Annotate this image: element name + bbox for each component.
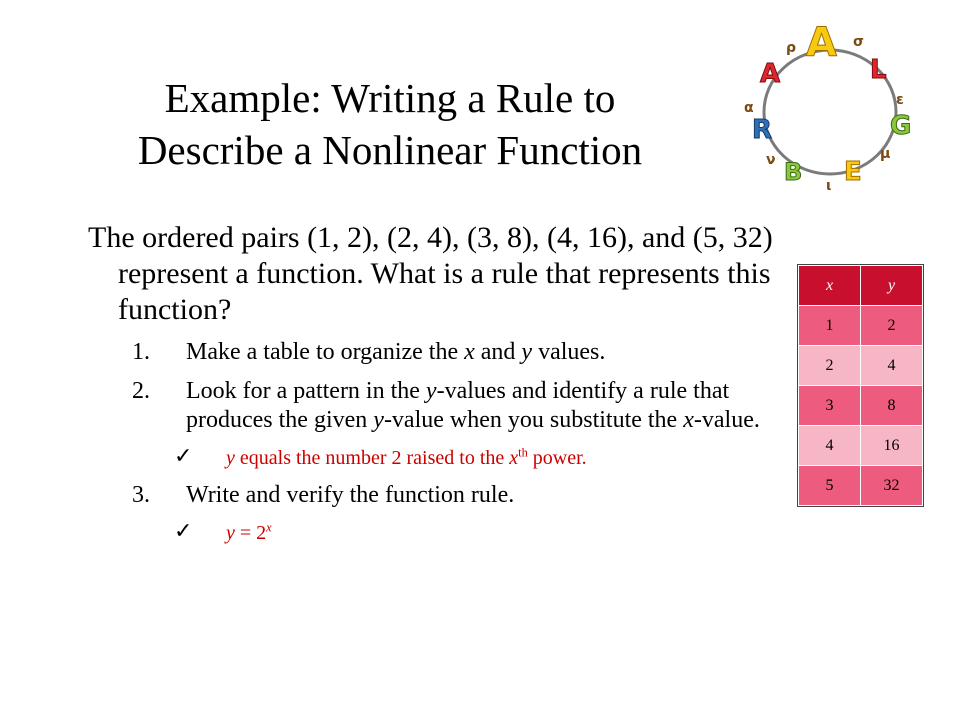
logo-greek-rho: ρ (786, 40, 797, 56)
logo-letter-l: L (870, 55, 887, 85)
step-text: and (474, 339, 522, 365)
cell-y: 8 (861, 386, 923, 426)
equation-text: = 2 (234, 522, 267, 544)
table-row (799, 346, 923, 386)
superscript: th (518, 445, 528, 460)
logo-greek-sigma: σ (853, 34, 864, 50)
cell-x: 4 (799, 426, 861, 466)
problem-statement: The ordered pairs (1, 2), (2, 4), (3, 8), (4, 16), and (5, 32) represent a function. What is a rule that represents this function? (88, 221, 773, 326)
logo-letter-a-top: A (806, 20, 837, 66)
table-row (799, 466, 923, 506)
step-1 (88, 338, 788, 367)
variable-y: y (226, 447, 235, 469)
cell-y: 32 (861, 466, 923, 506)
steps-list (88, 338, 788, 546)
variable-y: y (226, 522, 235, 544)
checkmark-icon: ✓ (174, 519, 193, 544)
step-2 (88, 377, 788, 435)
step-text: values. (532, 339, 606, 365)
table-row (799, 306, 923, 346)
step-text: -values and identify a rule that produces the given (186, 378, 730, 433)
cell-x: 5 (799, 466, 861, 506)
logo-letter-b: B (784, 158, 803, 186)
check-note-2 (88, 520, 788, 546)
cell-y: 16 (861, 426, 923, 466)
title-line-1: Example: Writing a Rule to (164, 75, 616, 121)
variable-x: x (509, 447, 519, 469)
cell-y: 2 (861, 306, 923, 346)
logo-letter-e: E (844, 157, 862, 187)
variable-y: y (521, 339, 533, 365)
cell-x: 3 (799, 386, 861, 426)
variable-x: x (464, 339, 475, 365)
step-3 (88, 481, 788, 510)
checkmark-icon: ✓ (174, 444, 193, 469)
note-text: power. (527, 447, 587, 469)
check-note-1 (88, 445, 788, 471)
logo-greek-epsilon: ε (896, 92, 904, 108)
step-text: -value. (693, 407, 760, 433)
step-number: 3. (132, 482, 150, 508)
step-text: Make a table to organize the (186, 339, 465, 365)
cell-y: 4 (861, 346, 923, 386)
exponent-x: x (266, 520, 272, 535)
logo-greek-mu: μ (880, 146, 891, 162)
note-text: equals the number 2 raised to the (234, 447, 510, 469)
step-number: 1. (132, 339, 150, 365)
variable-y: y (373, 407, 384, 433)
header-y: y (861, 266, 923, 306)
cell-x: 2 (799, 346, 861, 386)
step-text: Write and verify the function rule. (186, 482, 515, 508)
step-text: Look for a pattern in the (186, 378, 426, 404)
slide-body (88, 220, 788, 546)
cell-x: 1 (799, 306, 861, 346)
logo-letter-a-left: A (760, 59, 781, 89)
table-header-row (799, 266, 923, 306)
slide-title (40, 72, 740, 176)
step-number: 2. (132, 378, 150, 404)
algebra-logo (730, 12, 930, 197)
logo-letter-g: G (890, 111, 912, 141)
logo-greek-nu: ν (766, 152, 776, 168)
logo-greek-alpha: α (744, 100, 754, 116)
title-line-2: Describe a Nonlinear Function (137, 127, 643, 173)
table-row (799, 426, 923, 466)
variable-y: y (425, 378, 437, 404)
header-x: x (799, 266, 861, 306)
xy-table (798, 265, 923, 506)
logo-greek-iota: ι (826, 178, 832, 194)
step-text: -value when you substitute the (383, 407, 684, 433)
logo-letter-r: R (752, 115, 773, 145)
variable-x: x (683, 407, 694, 433)
table-row (799, 386, 923, 426)
